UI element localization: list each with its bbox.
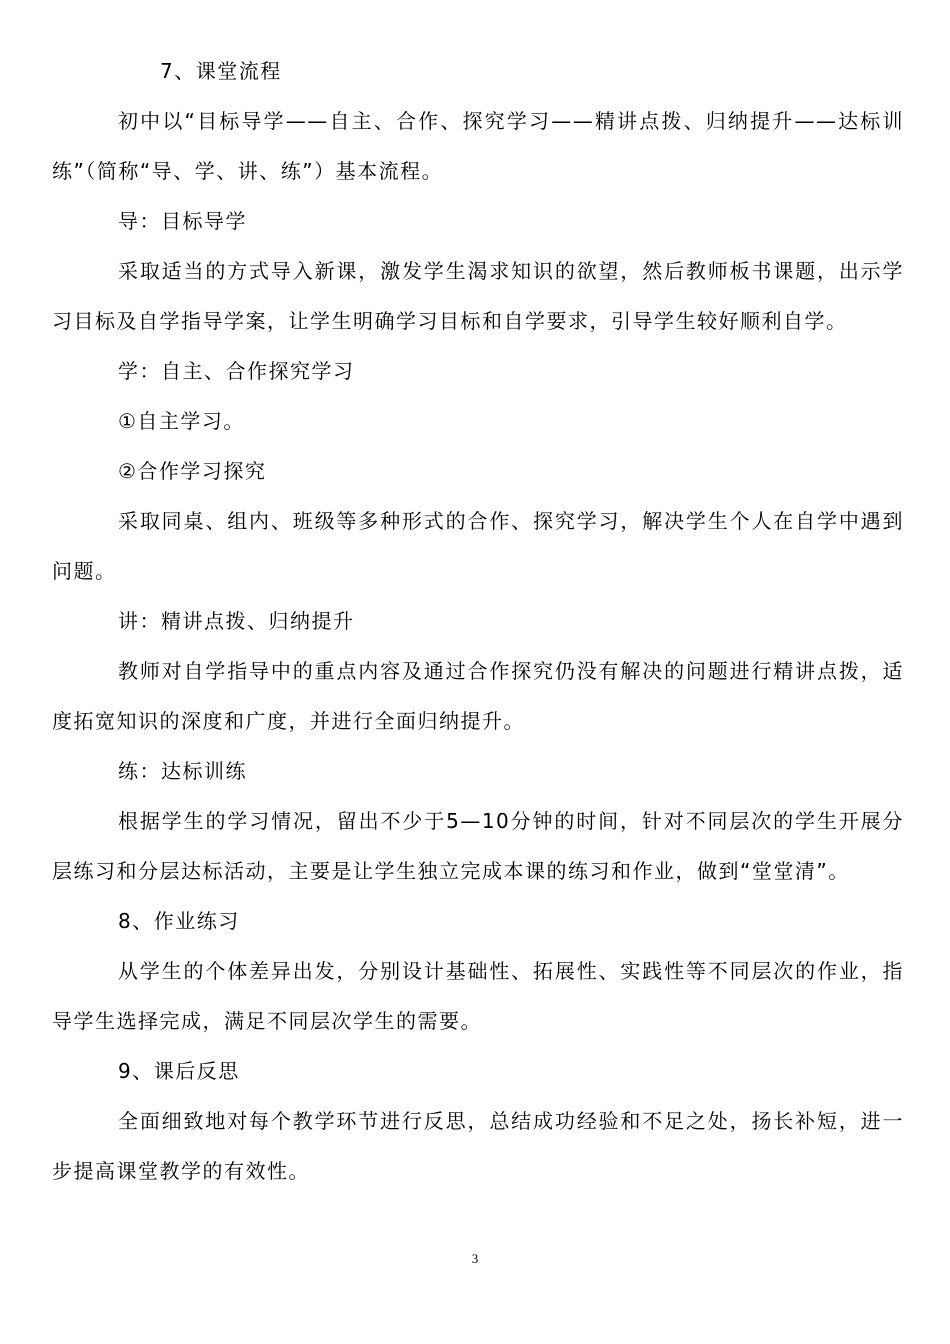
paragraph-flow-intro: 初中以“目标导学——自主、合作、探究学习——精讲点拨、归纳提升——达标训练”（简称“导、学、讲、练”）基本流程。 [52,109,904,183]
subheading-lian: 练：达标训练 [118,759,247,783]
paragraph-lian: 根据学生的学习情况，留出不少于5—10分钟的时间，针对不同层次的学生开展分层练习和分层达标活动，主要是让学生独立完成本课的练习和作业，做到“堂堂清”。 [52,809,904,883]
section-heading-7: 7、课堂流程 [160,59,282,83]
list-item-1: ①自主学习。 [118,409,245,433]
section-heading-9: 9、课后反思 [118,1059,240,1083]
paragraph-homework: 从学生的个体差异出发，分别设计基础性、拓展性、实践性等不同层次的作业，指导学生选择完成，满足不同层次学生的需要。 [52,959,904,1033]
subheading-jiang: 讲：精讲点拨、归纳提升 [118,609,355,633]
subheading-xue: 学：自主、合作探究学习 [118,359,355,383]
page-number: 3 [471,1251,479,1266]
paragraph-jiang: 教师对自学指导中的重点内容及通过合作探究仍没有解决的问题进行精讲点拨，适度拓宽知识的深度和广度，并进行全面归纳提升。 [52,659,904,733]
section-heading-8: 8、作业练习 [118,909,240,933]
paragraph-reflection: 全面细致地对每个教学环节进行反思，总结成功经验和不足之处，扬长补短，进一步提高课堂教学的有效性。 [52,1109,904,1183]
paragraph-dao: 采取适当的方式导入新课，激发学生渴求知识的欲望，然后教师板书课题，出示学习目标及自学指导学案，让学生明确学习目标和自学要求，引导学生较好顺利自学。 [52,259,904,333]
document-body [52,46,904,1196]
list-item-2: ②合作学习探究 [118,459,267,483]
subheading-dao: 导：目标导学 [118,209,247,233]
paragraph-xue: 采取同桌、组内、班级等多种形式的合作、探究学习，解决学生个人在自学中遇到问题。 [52,509,904,583]
